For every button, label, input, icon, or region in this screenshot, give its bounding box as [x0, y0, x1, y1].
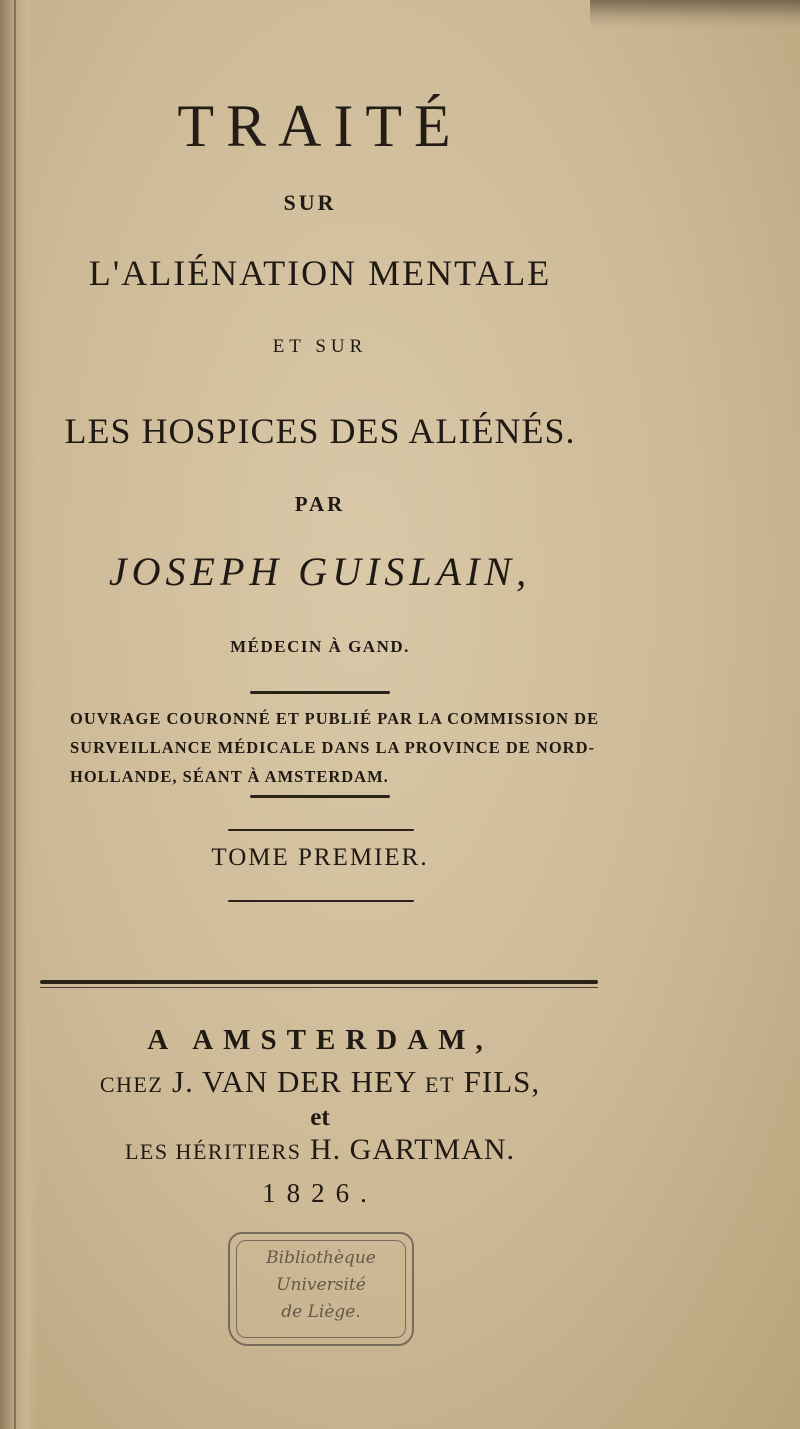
description-line-2: SURVEILLANCE MÉDICALE DANS LA PROVINCE DE NORD- — [70, 738, 595, 757]
page-edge-line — [14, 0, 16, 1429]
description-line-1: OUVRAGE COURONNÉ ET PUBLIÉ PAR LA COMMISSION DE — [70, 709, 600, 728]
publisher-suffix: FILS, — [463, 1064, 541, 1099]
imprint-heirs — [40, 1133, 600, 1167]
stamp-line-3: de Liège. — [281, 1302, 361, 1322]
publisher-et: ET — [425, 1072, 455, 1097]
title-connector-et-sur: ET SUR — [272, 336, 368, 357]
book-title: TRAITÉ — [177, 93, 463, 159]
subject-asylums: LES HOSPICES DES ALIÉNÉS. — [64, 411, 576, 451]
author-name: JOSEPH GUISLAIN, — [108, 549, 532, 594]
divider-rule — [250, 795, 390, 798]
publisher-name: J. VAN DER HEY — [172, 1064, 417, 1099]
double-rule — [40, 980, 598, 984]
top-right-stain — [590, 0, 800, 28]
imprint-conjunction: et — [310, 1104, 330, 1131]
divider-rule — [228, 829, 414, 831]
stamp-line-2: Université — [276, 1275, 366, 1295]
stamp-line-1: Bibliothèque — [266, 1248, 376, 1268]
heirs-name: H. GARTMAN. — [310, 1133, 516, 1166]
imprint-place: A AMSTERDAM, — [147, 1024, 493, 1056]
divider-rule — [250, 691, 390, 694]
publication-year: 1826. — [262, 1178, 378, 1208]
book-gutter — [0, 0, 38, 1429]
title-connector-sur: SUR — [283, 190, 337, 215]
imprint-publisher — [60, 1064, 580, 1100]
subject-mental-alienation: L'ALIÉNATION MENTALE — [88, 253, 552, 293]
author-connector-par: PAR — [294, 492, 346, 516]
publisher-prefix: CHEZ — [99, 1072, 164, 1097]
heirs-prefix: LES HÉRITIERS — [124, 1139, 302, 1164]
author-profession: MÉDECIN À GAND. — [230, 637, 410, 656]
volume-label: TOME PREMIER. — [211, 844, 429, 871]
divider-rule — [228, 900, 414, 902]
description-line-3: HOLLANDE, SÉANT À AMSTERDAM. — [70, 767, 389, 786]
double-rule-thin — [40, 987, 598, 988]
library-stamp — [228, 1232, 414, 1346]
